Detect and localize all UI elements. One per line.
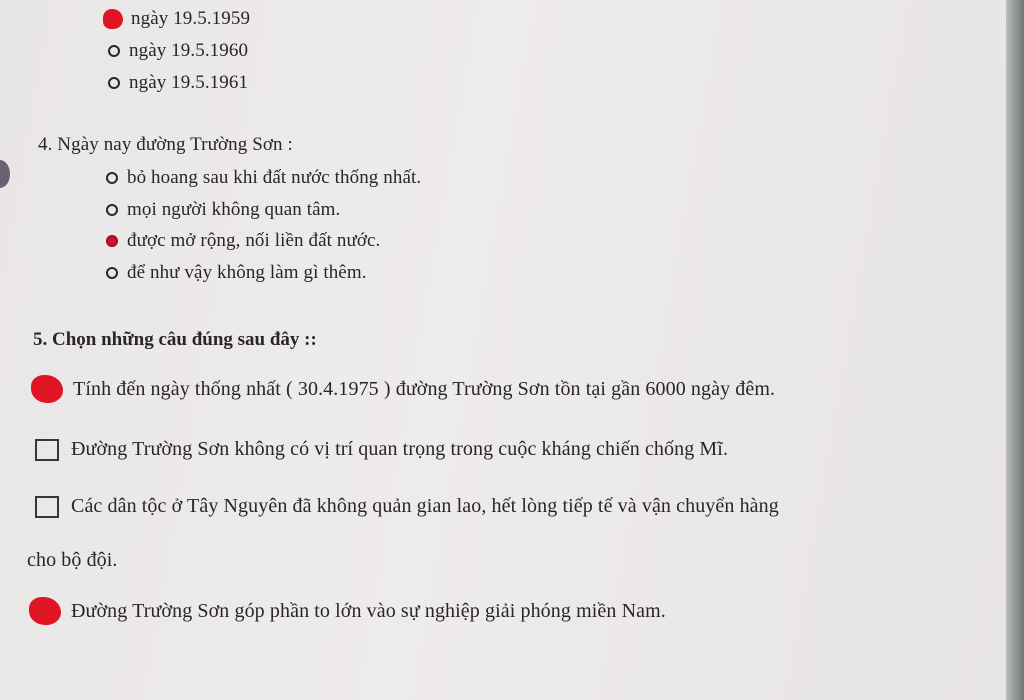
q4-option-4[interactable] <box>106 262 367 284</box>
q5-option-1-label: Tính đến ngày thống nhất ( 30.4.1975 ) đường Trường Sơn tồn tại gần 6000 ngày đêm. <box>73 377 776 400</box>
q3-option-2-label: ngày 19.5.1960 <box>129 40 249 61</box>
checkbox-empty-icon[interactable] <box>35 496 59 518</box>
q3-option-3[interactable] <box>108 72 248 94</box>
q4-option-3[interactable] <box>106 230 380 252</box>
q4-title-text: 4. Ngày nay đường Trường Sơn : <box>38 134 293 155</box>
radio-empty-icon[interactable] <box>108 77 120 89</box>
q5-option-3-continuation <box>27 549 118 572</box>
q5-option-4[interactable] <box>29 597 666 625</box>
q4-option-4-label: để như vậy không làm gì thêm. <box>127 262 367 283</box>
q5-option-2-label: Đường Trường Sơn không có vị trí quan trọng trong cuộc kháng chiến chống Mĩ. <box>71 438 729 460</box>
q5-option-3[interactable] <box>35 495 779 518</box>
q3-option-3-label: ngày 19.5.1961 <box>129 72 249 93</box>
q4-title <box>38 134 293 156</box>
q4-option-1[interactable] <box>106 167 421 189</box>
radio-empty-icon[interactable] <box>108 45 120 57</box>
radio-filled-icon[interactable] <box>106 235 118 247</box>
q4-option-2-label: mọi người không quan tâm. <box>127 199 341 220</box>
q5-title-text: 5. Chọn những câu đúng sau đây :: <box>33 329 317 350</box>
q5-title <box>33 329 317 351</box>
background-edge <box>1006 0 1024 700</box>
radio-empty-icon[interactable] <box>106 267 118 279</box>
q5-option-3-label-cont: cho bộ đội. <box>27 549 118 571</box>
q5-option-3-label: Các dân tộc ở Tây Nguyên đã không quản gian lao, hết lòng tiếp tế và vận chuyển hàng <box>71 495 779 517</box>
radio-empty-icon[interactable] <box>106 204 118 216</box>
q5-option-2[interactable] <box>35 438 728 461</box>
red-mark-icon <box>103 9 123 29</box>
q4-option-2[interactable] <box>106 199 340 221</box>
q5-option-1[interactable] <box>31 375 775 403</box>
q4-option-3-label: được mở rộng, nối liền đất nước. <box>127 230 381 251</box>
finger-shadow <box>0 160 10 188</box>
q3-option-1-label: ngày 19.5.1959 <box>131 8 251 29</box>
red-mark-icon <box>31 375 63 403</box>
checkbox-empty-icon[interactable] <box>35 439 59 461</box>
q4-option-1-label: bỏ hoang sau khi đất nước thống nhất. <box>127 167 422 188</box>
radio-empty-icon[interactable] <box>106 172 118 184</box>
red-mark-icon <box>29 597 61 625</box>
q3-option-2[interactable] <box>108 40 248 62</box>
q3-option-1[interactable] <box>103 8 250 30</box>
q5-option-4-label: Đường Trường Sơn góp phần to lớn vào sự nghiệp giải phóng miền Nam. <box>71 599 666 622</box>
